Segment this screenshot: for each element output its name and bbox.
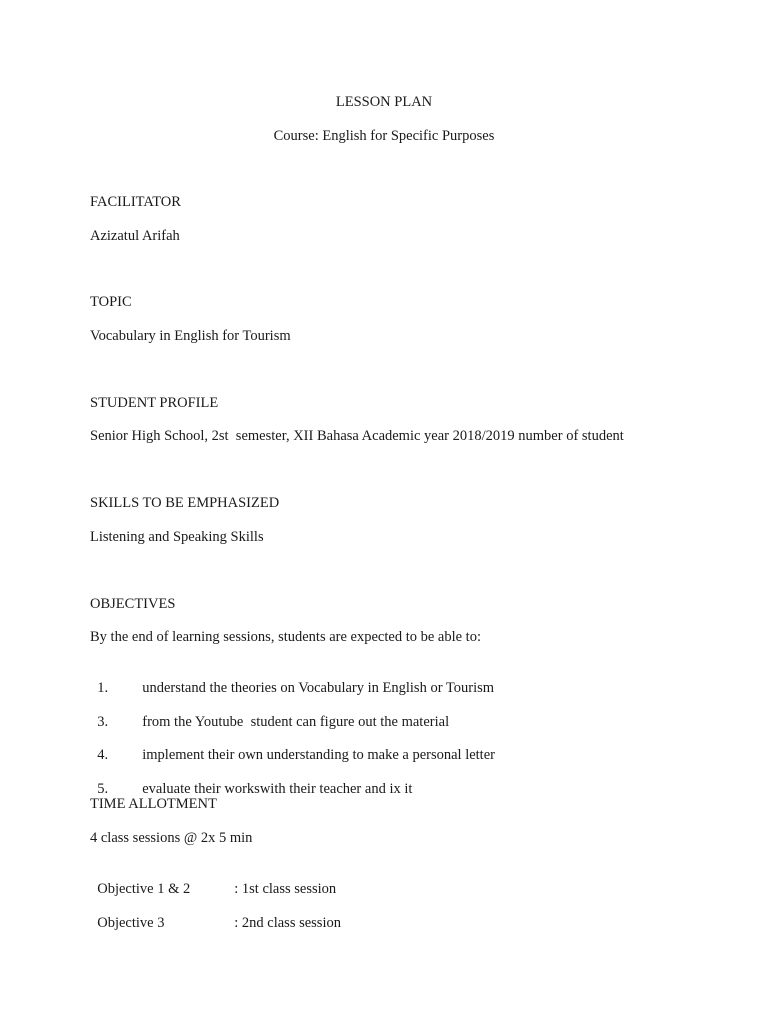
objective-text: implement their own understanding to make a personal letter [142, 747, 495, 763]
time-allotment-value: : 1st class session [234, 881, 337, 897]
objective-item [90, 728, 495, 764]
objective-text: understand the theories on Vocabulary in English or Tourism [142, 680, 495, 696]
objective-number: 4. [97, 747, 109, 763]
time-allotment-row [90, 862, 336, 898]
objective-number: 1. [97, 680, 109, 696]
objective-number: 5. [97, 781, 109, 797]
topic-value: Vocabulary in English for Tourism [90, 328, 291, 344]
time-allotment-heading: TIME ALLOTMENT [90, 796, 217, 812]
facilitator-heading: FACILITATOR [90, 194, 181, 210]
objective-item [90, 695, 449, 731]
skills-heading: SKILLS TO BE EMPHASIZED [90, 495, 280, 511]
time-allotment-label: Objective 1 & 2 [97, 881, 191, 897]
objective-text: from the Youtube student can figure out the material [142, 714, 450, 730]
objective-number: 3. [97, 714, 109, 730]
time-allotment-value: : 2nd class session [234, 915, 341, 931]
objective-item [90, 762, 412, 798]
objective-item [90, 661, 494, 697]
time-allotment-sessions: 4 class sessions @ 2x 5 min [90, 830, 253, 846]
course-name: Course: English for Specific Purposes [273, 128, 495, 144]
document-title: LESSON PLAN [335, 94, 433, 110]
time-allotment-row [90, 896, 341, 932]
skills-value: Listening and Speaking Skills [90, 529, 264, 545]
topic-heading: TOPIC [90, 294, 132, 310]
objectives-intro: By the end of learning sessions, students are expected to be able to: [90, 629, 481, 645]
time-allotment-label: Objective 3 [97, 915, 165, 931]
facilitator-name: Azizatul Arifah [90, 228, 180, 244]
student-profile-heading: STUDENT PROFILE [90, 395, 219, 411]
objective-text: evaluate their workswith their teacher and ix it [142, 781, 413, 797]
objectives-heading: OBJECTIVES [90, 596, 176, 612]
student-profile-value: Senior High School, 2st semester, XII Bahasa Academic year 2018/2019 number of student [90, 428, 624, 444]
